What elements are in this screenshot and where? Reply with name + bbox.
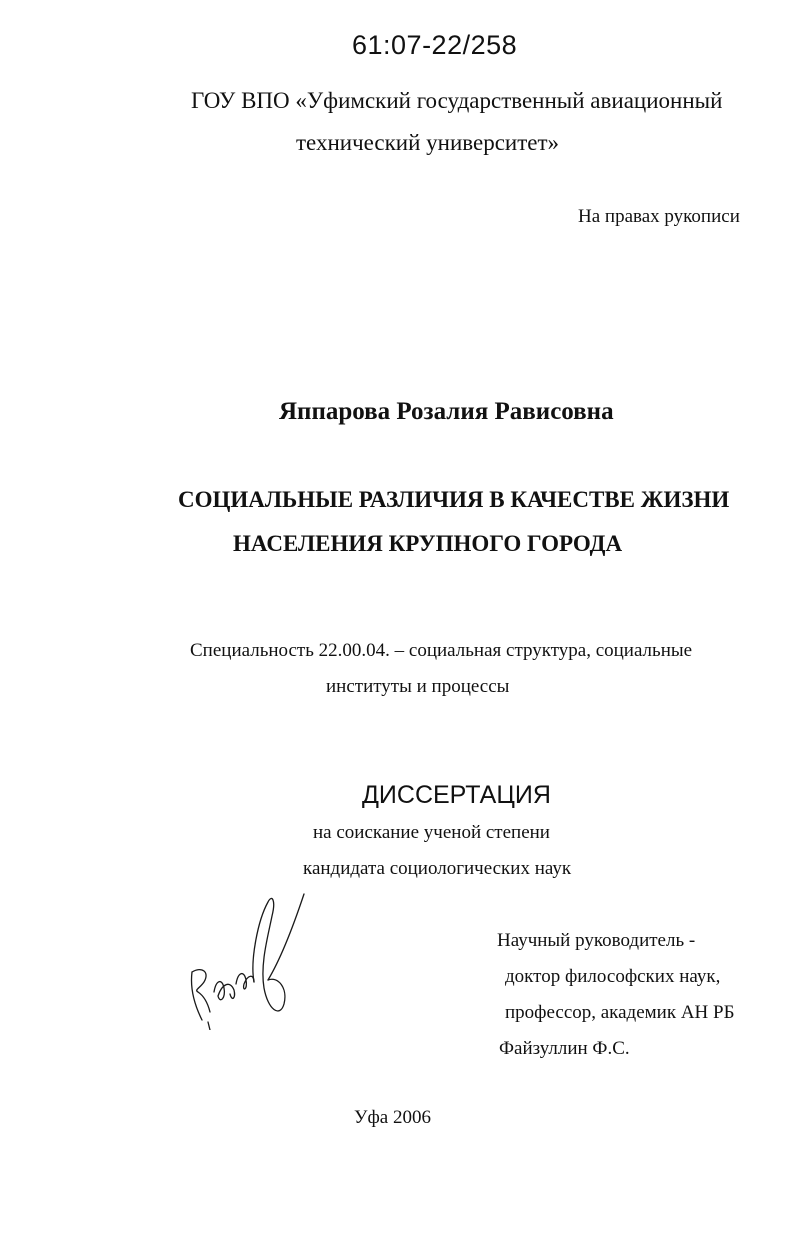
city-year: Уфа 2006 [354, 1107, 431, 1128]
advisor-line-1: Научный руководитель - [497, 930, 696, 951]
organization-line-1: ГОУ ВПО «Уфимский государственный авиационный [191, 88, 723, 113]
author-name: Яппарова Розалия Рависовна [279, 398, 614, 425]
dissertation-title-line-2: НАСЕЛЕНИЯ КРУПНОГО ГОРОДА [233, 531, 623, 556]
advisor-line-2: доктор философских наук, [505, 966, 721, 987]
registry-code: 61:07-22/258 [352, 30, 518, 60]
specialty-line-2: институты и процессы [326, 676, 510, 697]
degree-line-2: кандидата социологических наук [303, 858, 572, 879]
degree-line-1: на соискание ученой степени [313, 822, 550, 843]
rights-note: На правах рукописи [578, 206, 740, 227]
handwritten-signature [180, 880, 310, 1030]
dissertation-label: ДИССЕРТАЦИЯ [362, 781, 551, 809]
organization-line-2: технический университет» [296, 130, 560, 155]
advisor-line-3: профессор, академик АН РБ [505, 1002, 735, 1023]
dissertation-title-line-1: СОЦИАЛЬНЫЕ РАЗЛИЧИЯ В КАЧЕСТВЕ ЖИЗНИ [178, 487, 730, 512]
specialty-line-1: Специальность 22.00.04. – социальная структура, социальные [190, 640, 693, 661]
advisor-name: Файзуллин Ф.С. [499, 1038, 630, 1059]
